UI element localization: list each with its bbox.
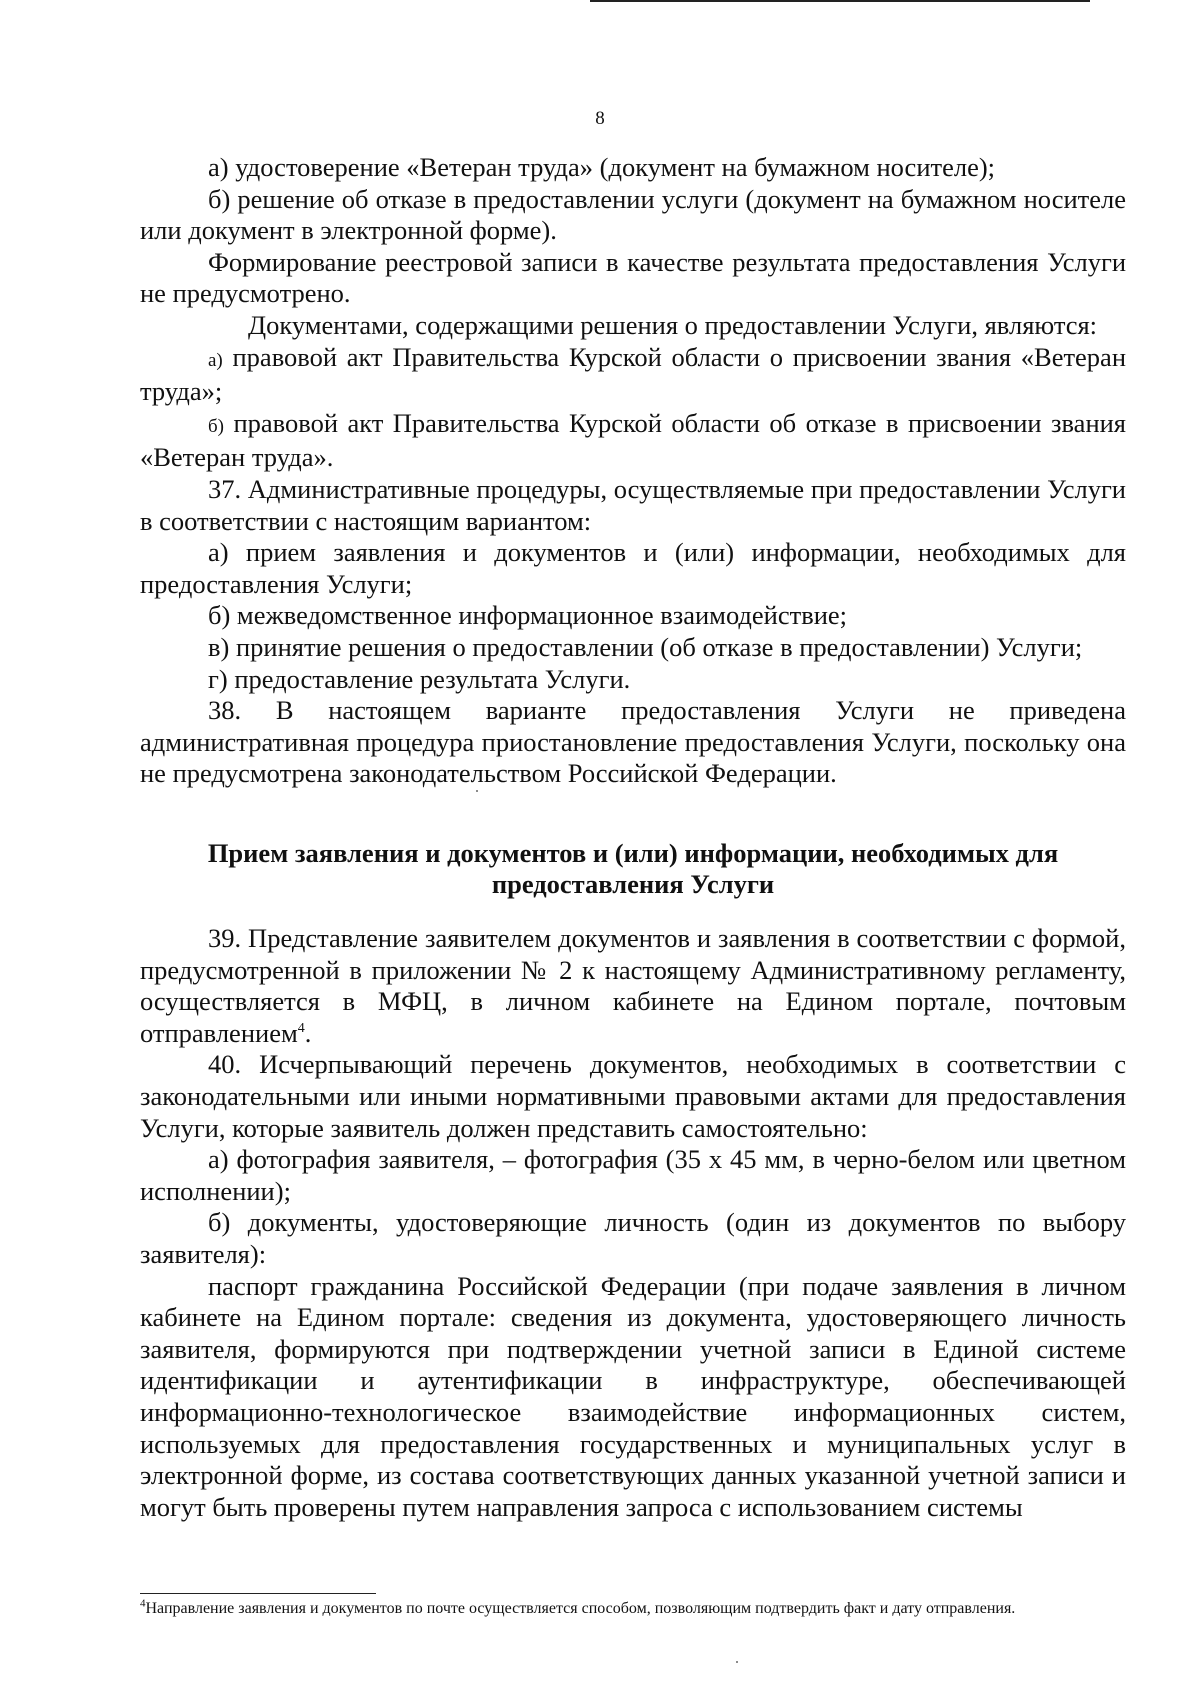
paragraph-39 (140, 923, 1126, 1049)
paragraph-37-a: а) прием заявления и документов и (или) информации, необходимых для предоставления Услуги; (140, 537, 1126, 599)
paragraph-37-v: в) принятие решения о предоставлении (об отказе в предоставлении) Услуги; (208, 631, 1083, 662)
paragraph-37: 37. Административные процедуры, осуществляемые при предоставлении Услуги в соответствии с настоящим вариантом: (140, 473, 1126, 536)
page-number: 8 (595, 108, 605, 129)
paragraph-result-a: а) удостоверение «Ветеран труда» (документ на бумажном носителе); (208, 152, 996, 182)
footnote-reference[interactable]: 4 (297, 1021, 305, 1037)
paragraph-result-b: б) решение об отказе в предоставлении услуги (документ на бумажном носителе или документ в электронной форме). (140, 183, 1126, 246)
paragraph-40: 40. Исчерпывающий перечень документов, необходимых в соответствии с законодательными или иными нормативными правовыми актами для предоставления Услуги, которые заявитель должен представить самостоятельно: (140, 1049, 1126, 1143)
list-letter-a: а) (208, 349, 223, 371)
top-border-line (590, 0, 1090, 2)
paragraph-registry-record: Формирование реестровой записи в качестве результата предоставления Услуги не предусмотрено. (140, 246, 1126, 309)
paragraph-decision-b-text: правовой акт Правительства Курской области об отказе в присвоении звания «Ветеран труда». (140, 407, 1127, 473)
section-heading-line-2: предоставления Услуги (491, 869, 775, 900)
list-letter-b: б) (208, 415, 224, 437)
section-heading-line-1: Прием заявления и документов и (или) информации, необходимых для (207, 837, 1059, 868)
scan-speck (476, 790, 478, 792)
footnote-number: 4 (140, 1597, 146, 1610)
footnote-text: Направление заявления и документов по почте осуществляется способом, позволяющим подтвердить факт и дату отправления. (145, 1600, 1016, 1617)
scan-speck (736, 1661, 738, 1663)
document-body (140, 152, 1126, 1523)
paragraph-passport: паспорт гражданина Российской Федерации (при подаче заявления в личном кабинете на Едином портале: сведения из документа, удостоверяющего личность заявителя, формируются при подтверждении учетной записи в Единой системе идентификации и аутентификации в инфраструктуре, обеспечивающей информационно-технологическое взаимодействие информационных систем, используемых для предоставления государственных и муниципальных услуг в электронной форме, из состава соответствующих данных указанной учетной записи и могут быть проверены путем направления запроса с использованием системы (140, 1270, 1126, 1522)
paragraph-37-g: г) предоставление результата Услуги. (208, 663, 631, 694)
paragraph-40-a: а) фотография заявителя, – фотография (35 х 45 мм, в черно-белом или цветном исполнении); (140, 1144, 1126, 1206)
footnote (140, 1598, 1126, 1620)
paragraph-38: 38. В настоящем варианте предоставления Услуги не приведена административная процедура приостановление предоставления Услуги, поскольку она не предусмотрена законодательством Российской Федерации. (140, 695, 1126, 789)
paragraph-decision-a (140, 342, 1126, 408)
paragraph-39-text: 39. Представление заявителем документов и заявления в соответствии с формой, предусмотренной в приложении № 2 к настоящему Административному регламенту, осуществляется в МФЦ, в личном кабинете на Едином портале, почтовым отправлением (140, 923, 1126, 1048)
paragraph-40-b: б) документы, удостоверяющие личность (один из документов по выбору заявителя): (140, 1207, 1126, 1269)
footnote-separator (140, 1593, 376, 1594)
paragraph-decision-b (140, 408, 1126, 474)
section-heading (140, 838, 1126, 901)
paragraph-37-b: б) межведомственное информационное взаимодействие; (208, 600, 848, 631)
paragraph-39-end: . (304, 1017, 312, 1048)
paragraph-decision-documents: Документами, содержащими решения о предоставлении Услуги, являются: (248, 309, 1098, 340)
paragraph-decision-a-text: правовой акт Правительства Курской области о присвоении звания «Ветеран труда»; (140, 341, 1126, 407)
